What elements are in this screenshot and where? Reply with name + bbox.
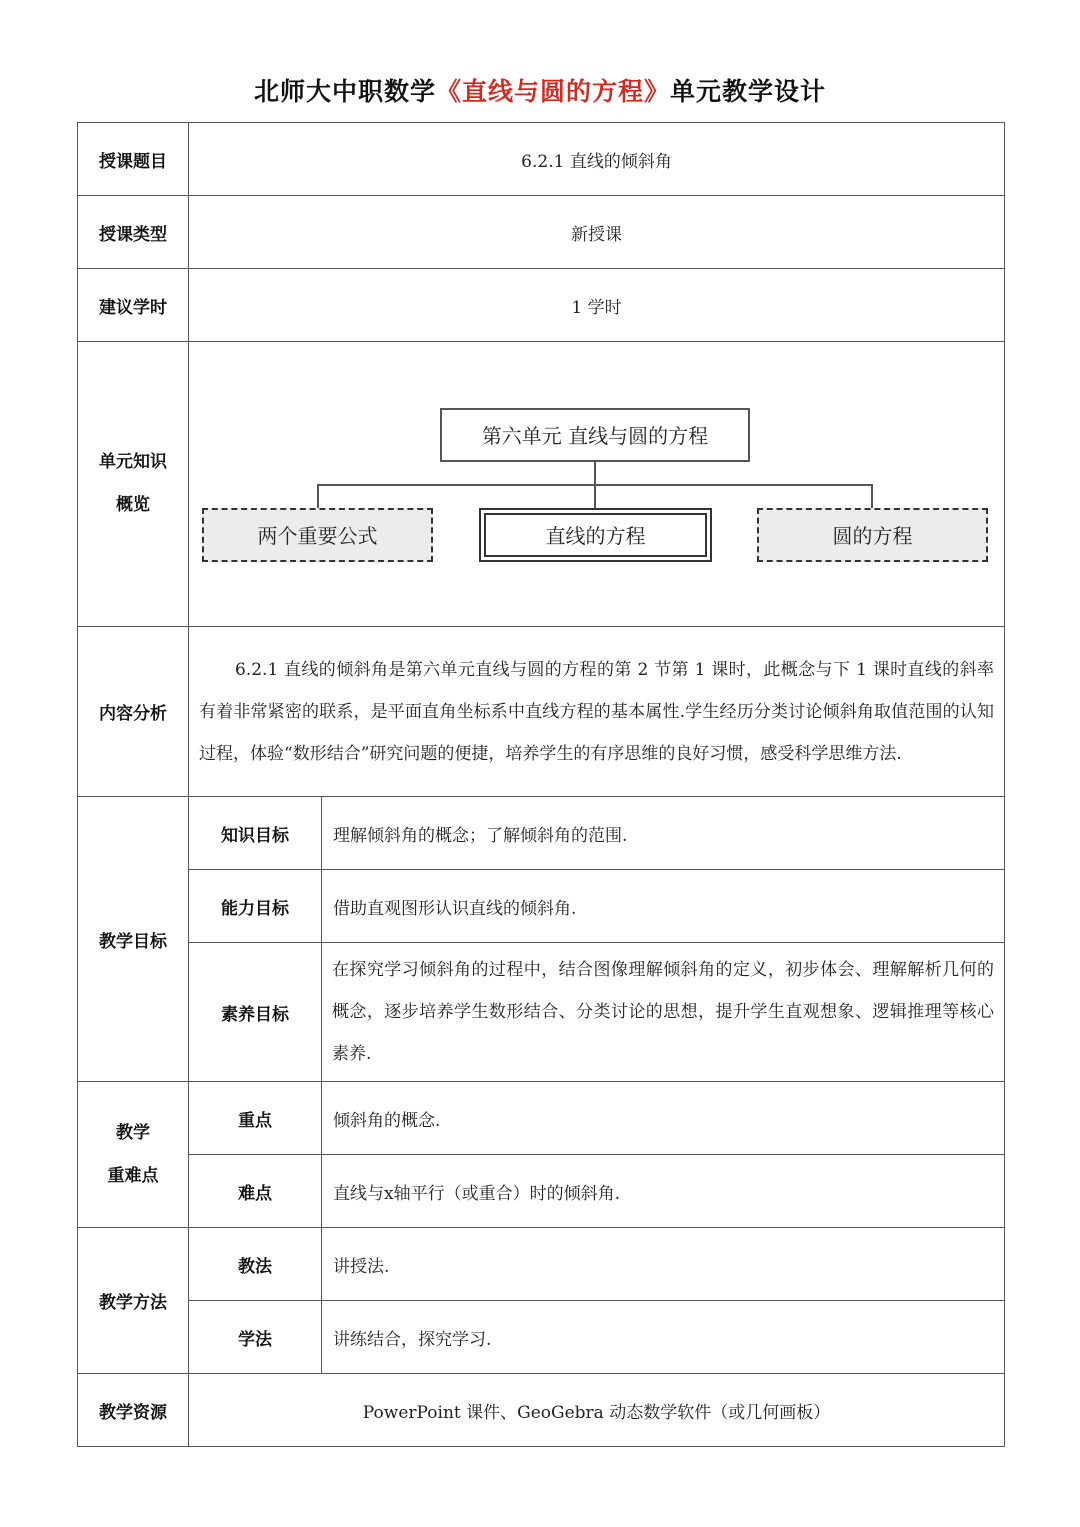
- label-overview-line1: 单元知识: [99, 452, 167, 472]
- table-row-hours: [78, 269, 1005, 342]
- value-goal-literacy: 在探究学习倾斜角的过程中，结合图像理解倾斜角的定义，初步体会、理解解析几何的概念，逐步培养学生数形结合、分类讨论的思想，提升学生直观想象、逻辑推理等核心素养.: [322, 943, 1005, 1082]
- diagram-node-circle-equation: 圆的方程: [757, 508, 988, 562]
- label-keypoints-line2: 重难点: [107, 1165, 159, 1186]
- value-hours: 1 学时: [189, 269, 1005, 342]
- label-keypoints: [78, 1082, 189, 1228]
- document-title: [0, 72, 1080, 108]
- label-goals: 教学目标: [78, 797, 189, 1082]
- title-suffix: 单元教学设计: [670, 77, 827, 106]
- label-topic: 授课题目: [78, 123, 189, 196]
- label-goal-knowledge: 知识目标: [189, 797, 322, 870]
- value-resources: PowerPoint 课件、GeoGebra 动态数学软件（或几何画板）: [189, 1374, 1005, 1447]
- connector-left: [317, 484, 319, 508]
- table-row-learn-method: [78, 1301, 1005, 1374]
- value-goal-knowledge: 理解倾斜角的概念；了解倾斜角的范围.: [322, 797, 1005, 870]
- label-goal-literacy: 素养目标: [189, 943, 322, 1082]
- label-overview-line2: 概览: [116, 495, 150, 515]
- value-analysis: [189, 627, 1005, 797]
- analysis-text: 6.2.1 直线的倾斜角是第六单元直线与圆的方程的第 2 节第 1 课时，此概念与下 1 课时直线的斜率有着非常紧密的联系，是平面直角坐标系中直线方程的基本属性.学生经历分类讨论倾斜角取值范围的认知过程，体验“数形结合”研究问题的便捷，培养学生的有序思维的良好习惯，感受科学思维方法.: [199, 659, 995, 764]
- label-difficult-point: 难点: [189, 1155, 322, 1228]
- value-goal-ability: 借助直观图形认识直线的倾斜角.: [322, 870, 1005, 943]
- table-row-topic: [78, 123, 1005, 196]
- label-hours: 建议学时: [78, 269, 189, 342]
- label-keypoints-line1: 教学: [116, 1122, 150, 1143]
- title-prefix: 北师大中职数学: [253, 77, 436, 106]
- table-row-difficult-point: [78, 1155, 1005, 1228]
- unit-structure-diagram: [189, 343, 1004, 626]
- diagram-node-formulas: 两个重要公式: [202, 508, 433, 562]
- value-difficult-point: 直线与x轴平行（或重合）时的倾斜角.: [322, 1155, 1005, 1228]
- diagram-node-line-equation-label: 直线的方程: [484, 513, 707, 557]
- label-resources: 教学资源: [78, 1374, 189, 1447]
- value-teach-method: 讲授法.: [322, 1228, 1005, 1301]
- value-topic: 6.2.1 直线的倾斜角: [189, 123, 1005, 196]
- diagram-node-line-equation: [479, 508, 712, 562]
- table-row-goal-knowledge: [78, 797, 1005, 870]
- label-overview: [78, 342, 189, 627]
- lesson-plan-table: [77, 122, 1005, 1447]
- connector-right: [871, 484, 873, 508]
- label-methods: 教学方法: [78, 1228, 189, 1374]
- overview-diagram-cell: [189, 342, 1005, 627]
- value-key-point: 倾斜角的概念.: [322, 1082, 1005, 1155]
- title-book: 《直线与圆的方程》: [435, 77, 670, 106]
- label-goal-ability: 能力目标: [189, 870, 322, 943]
- table-row-goal-ability: [78, 870, 1005, 943]
- label-analysis: 内容分析: [78, 627, 189, 797]
- table-row-analysis: [78, 627, 1005, 797]
- label-teach-method: 教法: [189, 1228, 322, 1301]
- value-learn-method: 讲练结合，探究学习.: [322, 1301, 1005, 1374]
- label-learn-method: 学法: [189, 1301, 322, 1374]
- table-row-type: [78, 196, 1005, 269]
- diagram-root-node: 第六单元 直线与圆的方程: [440, 408, 750, 462]
- table-row-resources: [78, 1374, 1005, 1447]
- table-row-goal-literacy: [78, 943, 1005, 1082]
- value-type: 新授课: [189, 196, 1005, 269]
- table-row-overview: [78, 342, 1005, 627]
- connector-horizontal: [317, 484, 873, 486]
- table-row-teach-method: [78, 1228, 1005, 1301]
- label-key-point: 重点: [189, 1082, 322, 1155]
- label-type: 授课类型: [78, 196, 189, 269]
- table-row-key-point: [78, 1082, 1005, 1155]
